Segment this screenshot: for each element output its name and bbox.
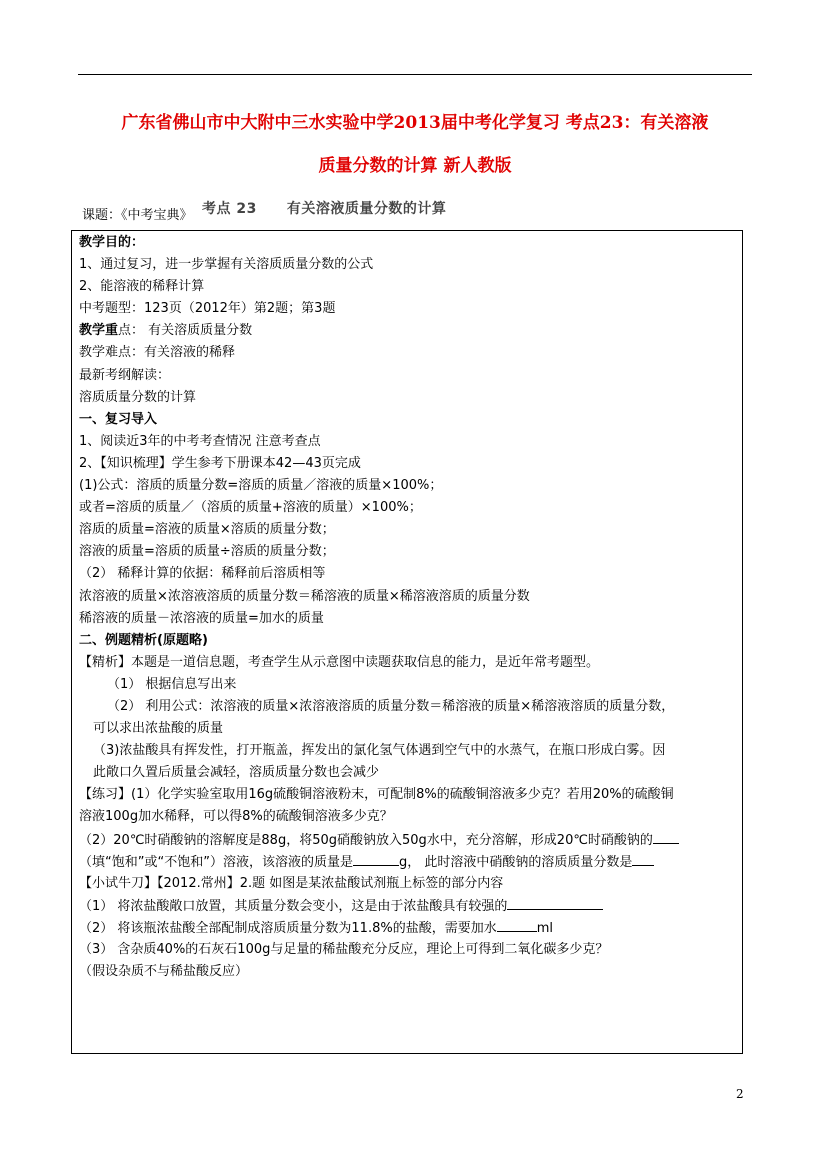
formula-3: 溶质的质量=溶液的质量×溶质的质量分数； [79,522,335,538]
answer-blank [353,851,399,866]
syllabus-item: 溶质质量分数的计算 [79,389,197,405]
quiz-note: （假设杂质不与稀盐酸反应） [79,964,249,980]
exam-question-types: 中考题型：123页（2012年）第2题；第3题 [79,301,336,317]
formula-4: 溶液的质量=溶质的质量÷溶质的质量分数； [79,544,335,560]
section-heading-review: 一、复习导入 [79,411,158,427]
subject-label: 课题：《中考宝典》 [82,208,193,223]
page-number: 2 [736,1087,744,1101]
answer-blank [497,917,537,932]
key-point: 教学重点： 有关溶质质量分数 [79,323,253,339]
header-rule [78,74,752,75]
quiz-question-2: （2） 将该瓶浓盐酸全部配制成溶质质量分数为11.8%的盐酸，需要加水 ml [79,917,744,939]
exercise-1-cont: 溶液100g加水稀释，可以得8%的硫酸铜溶液多少克？ [79,809,393,825]
syllabus-heading: 最新考纲解读： [79,367,171,383]
quiz-question-1: （1） 将浓盐酸敞口放置，其质量分数会变小，这是由于浓盐酸具有较强的 [79,895,744,917]
dilution-basis: （2） 稀释计算的依据：稀释前后溶质相等 [79,566,326,582]
dilution-formula-2: 稀溶液的质量－浓溶液的质量=加水的质量 [79,610,324,626]
analysis-step-3: （3)浓盐酸具有挥发性，打开瓶盖，挥发出的氯化氢气体遇到空气中的水蒸气，在瓶口形成白雾。因 [93,743,666,759]
objective-1: 1、通过复习，进一步掌握有关溶质质量分数的公式 [79,257,374,273]
section-heading-objectives: 教学目的： [79,235,145,250]
answer-blank [653,829,679,844]
exercise-1: 【练习】(1）化学实验室取用16g硫酸铜溶液粉末，可配制8%的硫酸铜溶液多少克？若用20%的硫酸铜 [79,787,674,803]
answer-blank [507,895,603,910]
difficult-point: 教学难点：有关溶液的稀释 [79,345,236,361]
exercise-2: （2）20℃时硝酸钠的溶解度是88g，将50g硝酸钠放入50g水中，充分溶解，形成20℃时硝酸钠的 [79,829,744,851]
review-item-2: 2、【知识梳理】学生参考下册课本42—43页完成 [79,455,361,471]
lesson-content [79,232,744,983]
analysis-step-3-cont: 此敞口久置后质量会减轻，溶质质量分数也会减少 [93,765,380,781]
dilution-formula-1: 浓溶液的质量×浓溶液溶质的质量分数＝稀溶液的质量×稀溶液溶质的质量分数 [79,588,530,604]
subject-image-topic-title: 有关溶液质量分数的计算 [286,201,447,217]
exercise-2-cont: （填“饱和”或“不饱和”）溶液，该溶液的质量是 g， 此时溶液中硝酸钠的溶质质量分数是 [79,851,744,873]
analysis-step-2: （2） 利用公式：浓溶液的质量×浓溶液溶质的质量分数＝稀溶液的质量×稀溶液溶质的质量分数， [107,698,675,714]
page-title-line-1: 广东省佛山市中大附中三水实验中学2013届中考化学复习 考点23：有关溶液 [121,113,709,133]
analysis-step-2-cont: 可以求出浓盐酸的质量 [93,721,224,737]
objective-2: 2、能溶液的稀释计算 [79,279,205,295]
answer-blank [632,851,654,866]
analysis-step-1: （1） 根据信息写出来 [107,676,237,692]
formula-1: (1)公式：溶质的质量分数=溶质的质量／溶液的质量×100%； [79,478,443,494]
quiz-question-3: （3） 含杂质40%的石灰石100g与足量的稀盐酸充分反应，理论上可得到二氧化碳多少克？ [79,942,609,957]
formula-2: 或者=溶质的质量／（溶质的质量+溶液的质量）×100%； [79,500,422,516]
subject-image-topic-number: 考点 23 [202,201,257,217]
page-title-line-2: 质量分数的计算 新人教版 [318,156,512,176]
quiz-heading: 【小试牛刀】【2012.常州】2.题 如图是某浓盐酸试剂瓶上标签的部分内容 [79,875,504,891]
analysis-intro: 【精析】本题是一道信息题，考查学生从示意图中读题获取信息的能力，是近年常考题型。 [79,654,600,670]
review-item-1: 1、阅读近3年的中考考查情况 注意考查点 [79,433,321,449]
section-heading-examples: 二、例题精析(原题略) [79,632,208,648]
subject-heading-image [202,198,446,218]
